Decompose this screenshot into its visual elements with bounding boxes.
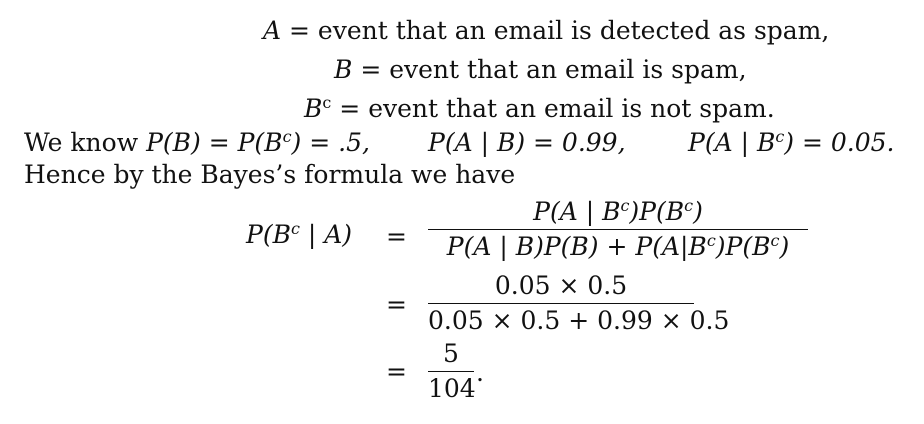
fraction-bar bbox=[428, 303, 694, 304]
symbol-b: B bbox=[334, 55, 353, 84]
hence-text: Hence by the Bayes’s formula we have bbox=[24, 160, 516, 189]
fraction-bar bbox=[428, 371, 474, 372]
fraction-numeric bbox=[428, 271, 730, 336]
fraction-bayes bbox=[428, 197, 808, 262]
equals-sign-1: = bbox=[386, 222, 407, 251]
definition-b-text: = event that an email is spam, bbox=[360, 55, 747, 84]
fraction-numeric-denominator: 0.05 × 0.5 + 0.99 × 0.5 bbox=[428, 306, 730, 335]
symbol-a: A bbox=[263, 16, 282, 45]
complement-sup: c bbox=[322, 93, 332, 112]
end-period: . bbox=[476, 358, 484, 387]
fraction-numeric-numerator: 0.05 × 0.5 bbox=[494, 271, 628, 300]
equation-lhs: $P(B^c$ | A) bbox=[246, 219, 353, 249]
definition-a bbox=[263, 16, 829, 46]
symbol-b: B bbox=[304, 94, 323, 123]
known-prefix: We know $P(B) = P(B^c) = .5$, bbox=[24, 127, 370, 157]
known-p3: P(A | $B^c) = 0.05$. bbox=[688, 127, 895, 157]
definition-bc-text: = event that an email is not spam. bbox=[339, 94, 775, 123]
definition-bc bbox=[304, 94, 775, 124]
fraction-bayes-numerator: P(A | $B^c)P(B^c)$ bbox=[533, 196, 703, 226]
fraction-bar bbox=[428, 229, 808, 230]
fraction-result-numerator: 5 bbox=[443, 339, 459, 368]
known-p1: $P(B) = P(B^c) = .5$, bbox=[146, 127, 370, 157]
equals-sign-2: = bbox=[386, 290, 407, 319]
definition-a-text: = event that an email is detected as spam, bbox=[289, 16, 830, 45]
definition-b bbox=[334, 55, 747, 85]
fraction-result bbox=[428, 339, 474, 404]
fraction-result-denominator: 104 bbox=[428, 374, 476, 403]
known-p2: P(A | B) = 0.99, bbox=[428, 128, 626, 157]
equals-sign-3: = bbox=[386, 357, 407, 386]
fraction-bayes-denominator: P(A | $B)P(B) + P(A|B^c)P(B^c)$ bbox=[446, 231, 790, 261]
